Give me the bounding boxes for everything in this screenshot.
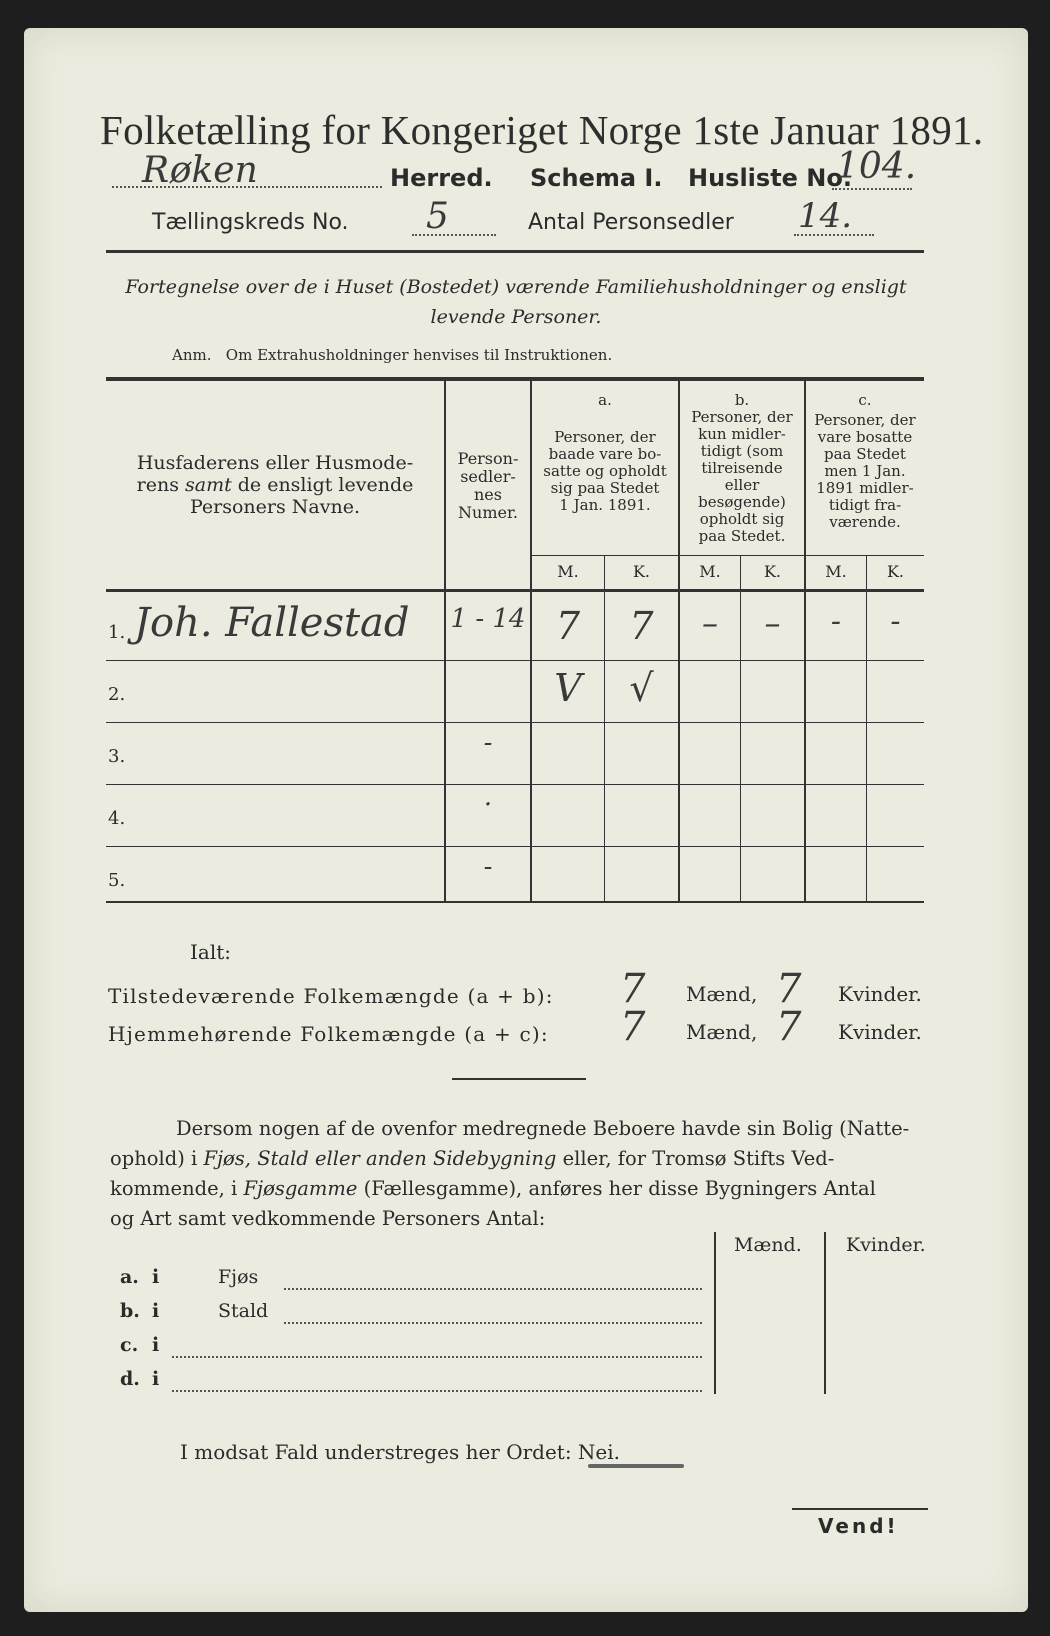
- census-form-sheet: [24, 28, 1028, 1612]
- col-names-header: Husfaderens eller Husmode- rens samt de ensligt levende Personers Navne.: [136, 452, 414, 518]
- mk-top-rule: [530, 555, 924, 556]
- col-a-k: K.: [632, 562, 651, 581]
- hjemme-maend: Mænd,: [686, 1020, 758, 1044]
- row-divider: [106, 660, 924, 661]
- husliste-value: 104.: [836, 146, 917, 187]
- cell-num: ·: [483, 790, 493, 820]
- household-name: Joh. Fallestad: [134, 600, 410, 646]
- tilstede-label: Tilstedeværende Folkemængde (a + b):: [108, 984, 554, 1008]
- cell-ck: -: [890, 604, 901, 639]
- cell-bm: –: [702, 604, 718, 642]
- section-divider: [452, 1078, 586, 1080]
- form-title: Folketælling for Kongeriget Norge 1ste Januar 1891.: [100, 107, 984, 153]
- building-label: Fjøs: [218, 1266, 259, 1288]
- header-divider: [106, 250, 924, 253]
- buildings-vline-1: [714, 1232, 716, 1394]
- cell-num: 1 - 14: [450, 604, 526, 634]
- building-dotted-field: [172, 1376, 702, 1392]
- col-b-m: M.: [699, 562, 721, 581]
- cell-am: V: [554, 666, 582, 710]
- building-prep: i: [152, 1266, 160, 1288]
- col-c-k: K.: [886, 562, 905, 581]
- cell-num: -: [483, 852, 493, 882]
- cell-cm: -: [830, 604, 842, 639]
- col-num-header: Person- sedler- nes Numer.: [457, 449, 519, 522]
- ialt-label: Ialt:: [190, 940, 231, 964]
- building-letter: d.: [120, 1368, 140, 1390]
- table-bottom-rule: [106, 901, 924, 903]
- buildings-vline-2: [824, 1232, 826, 1394]
- row-divider: [106, 846, 924, 847]
- building-dotted-field: [284, 1308, 702, 1324]
- schema-label: Schema I.: [530, 164, 663, 192]
- col-a-m: M.: [557, 562, 579, 581]
- cell-ak: √: [629, 666, 654, 710]
- building-prep: i: [152, 1300, 160, 1322]
- intro-line-2: levende Personer.: [430, 306, 602, 328]
- col-c-m: M.: [825, 562, 847, 581]
- building-prep: i: [152, 1368, 160, 1390]
- cell-ak: 7: [629, 604, 654, 648]
- row-number: 5.: [108, 870, 126, 891]
- herred-value: Røken: [142, 150, 258, 191]
- building-letter: a.: [120, 1266, 139, 1288]
- herred-label: Herred.: [390, 164, 493, 192]
- table-header-rule: [106, 589, 924, 592]
- row-number: 4.: [108, 808, 126, 829]
- intro-line-1: Fortegnelse over de i Huset (Bostedet) værende Familiehusholdninger og ensligt: [125, 276, 907, 298]
- building-dotted-field: [172, 1342, 702, 1358]
- table-top-rule: [106, 377, 924, 381]
- antal-value: 14.: [798, 196, 853, 236]
- nei-underline: [588, 1464, 684, 1468]
- building-prep: i: [152, 1334, 160, 1356]
- cell-bk: –: [764, 604, 781, 642]
- col-a-header: a. Personer, der baade vare bo- satte og opholdt sig paa Stedet 1 Jan. 1891.: [543, 391, 667, 514]
- col-c-header: c. Personer, der vare bosatte paa Stedet men 1 Jan. 1891 midler- tidigt fra- værende.: [814, 391, 916, 531]
- nei-instruction: I modsat Fald understreges her Ordet: Nei.: [180, 1440, 621, 1464]
- tilstede-kvinder: Kvinder.: [838, 982, 922, 1006]
- buildings-paragraph: Dersom nogen af de ovenfor medregnede Beboere havde sin Bolig (Natte- ophold) i Fjøs, Stald eller anden Sidebygning eller, for Tromsø Stifts Ved- kommende, i Fjøsgamme (Fællesgamme), anføres her disse Bygningers Antal og Art samt vedkommende Personers Antal:: [110, 1117, 910, 1230]
- row-number: 1.: [108, 622, 126, 643]
- col-b-header: b. Personer, der kun midler- tidigt (som tilreisende eller besøgende) opholdt sig paa Stedet.: [691, 391, 793, 545]
- building-dotted-field: [284, 1274, 702, 1290]
- row-divider: [106, 784, 924, 785]
- buildings-maend-header: Mænd.: [734, 1234, 802, 1256]
- cell-num: -: [483, 728, 493, 758]
- anm-note: Anm. Om Extrahusholdninger henvises til Instruktionen.: [172, 346, 613, 364]
- hjemme-m-value: 7: [620, 1004, 646, 1050]
- kreds-field: [412, 210, 496, 236]
- building-label: Stald: [218, 1300, 269, 1322]
- kreds-value: 5: [426, 196, 449, 237]
- tilstede-m-value: 7: [620, 966, 646, 1012]
- antal-label: Antal Personsedler: [528, 210, 734, 235]
- row-number: 2.: [108, 684, 126, 705]
- vend-label: Vend!: [818, 1514, 899, 1538]
- hjemme-k-value: 7: [776, 1004, 802, 1050]
- building-letter: c.: [120, 1334, 139, 1356]
- cell-am: 7: [555, 604, 581, 648]
- col-b-k: K.: [763, 562, 782, 581]
- row-number: 3.: [108, 746, 126, 767]
- husliste-label: Husliste No.: [688, 164, 852, 192]
- hjemme-kvinder: Kvinder.: [838, 1020, 922, 1044]
- row-divider: [106, 722, 924, 723]
- tilstede-maend: Mænd,: [686, 982, 758, 1006]
- kreds-label: Tællingskreds No.: [152, 210, 349, 235]
- tilstede-k-value: 7: [776, 966, 802, 1012]
- buildings-kvinder-header: Kvinder.: [846, 1234, 926, 1256]
- building-letter: b.: [120, 1300, 140, 1322]
- hjemme-label: Hjemmehørende Folkemængde (a + c):: [108, 1022, 549, 1046]
- vend-rule: [792, 1508, 928, 1510]
